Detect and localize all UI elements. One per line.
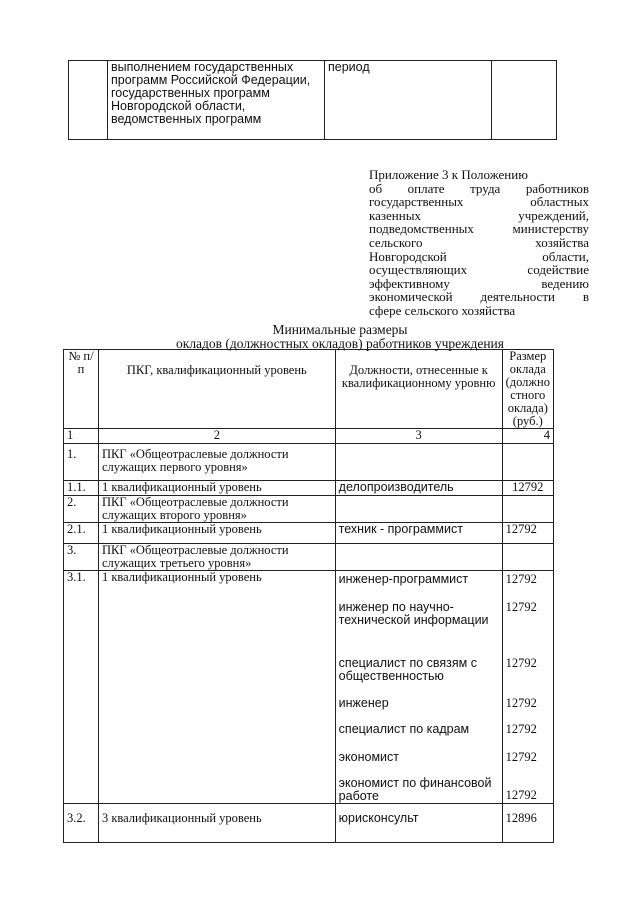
table-row: [64, 804, 554, 843]
row-pkg: ПКГ «Общеотраслевые должности служащих первого уровня»: [98, 444, 335, 481]
position-item: инженер-программист: [338, 572, 469, 586]
row-number: 1.1.: [64, 481, 99, 496]
row-pkg: 3 квалификационный уровень: [98, 804, 335, 843]
row-salary: [502, 544, 553, 571]
title-line-1: Минимальные размеры: [272, 322, 408, 337]
table-row: [64, 444, 554, 481]
continued-cell-4: [492, 61, 557, 140]
position-item: экономист: [338, 750, 400, 764]
appendix-line: Приложение 3 к Положению: [369, 167, 528, 182]
row-number: 2.1.: [64, 523, 99, 544]
row-position: юрисконсульт: [335, 804, 502, 843]
row-position: техник - программист: [335, 523, 502, 544]
page-title: [100, 323, 580, 351]
position-item: инженер: [338, 696, 389, 710]
row-positions: [335, 444, 502, 481]
row-number: 2.: [64, 496, 99, 523]
appendix-line: осуществляющих содействие: [369, 262, 589, 278]
column-numbers-row: [64, 429, 554, 444]
row-salary: [502, 444, 553, 481]
position-item: специалист по кадрам: [338, 722, 470, 736]
appendix-line: сельского хозяйства: [369, 234, 589, 250]
row-positions: [335, 544, 502, 571]
row-pkg: 1 квалификационный уровень: [98, 481, 335, 496]
header-pkg: ПКГ, квалификационный уровень: [98, 350, 335, 429]
header-salary: Размер оклада (должно стного оклада) (руб.): [502, 350, 553, 429]
row-number: 1.: [64, 444, 99, 481]
table-row: [64, 523, 554, 544]
row-salary: 12792: [502, 481, 553, 496]
table-header-row: [64, 350, 554, 429]
row-salary: 12792: [502, 523, 553, 544]
salary-item: 12792: [505, 656, 537, 670]
row-number: 3.: [64, 544, 99, 571]
row-pkg: ПКГ «Общеотраслевые должности служащих третьего уровня»: [98, 544, 335, 571]
row-salary: [502, 496, 553, 523]
salary-table: [63, 349, 554, 843]
column-number: 3: [335, 429, 502, 444]
appendix-line: сфере сельского хозяйства: [369, 302, 516, 318]
row-salaries: [502, 571, 553, 804]
row-positions: [335, 496, 502, 523]
continued-cell-3: период: [325, 61, 492, 140]
appendix-line: государственных областных: [369, 194, 589, 210]
appendix-line: экономической деятельности в: [369, 289, 589, 305]
table-row: [64, 496, 554, 523]
continued-table: [68, 60, 557, 140]
continued-cell-2: выполнением государственных программ Российской Федерации, государственных программ Новгородской области, ведомственных программ: [108, 61, 325, 140]
column-number: 1: [64, 429, 99, 444]
column-number: 4: [502, 429, 553, 444]
appendix-header: [369, 168, 589, 318]
row-salary: 12896: [502, 804, 553, 843]
title-line-2: окладов (должностных окладов) работников учреждения: [176, 336, 504, 351]
row-pkg: 1 квалификационный уровень: [98, 571, 335, 804]
row-positions: [335, 571, 502, 804]
salary-item: 12792: [505, 696, 537, 710]
salary-item: 12792: [505, 788, 537, 802]
continued-cell-1: [69, 61, 108, 140]
header-positions: Должности, отнесенные к квалификационному уровню: [335, 350, 502, 429]
row-position: делопроизводитель: [335, 481, 502, 496]
salary-item: 12792: [505, 750, 537, 764]
appendix-line: Новгородской области,: [369, 248, 589, 264]
appendix-line: казенных учреждений,: [369, 207, 589, 223]
row-number: 3.1.: [64, 571, 99, 804]
table-row: [64, 544, 554, 571]
table-row: [64, 481, 554, 496]
row-pkg: ПКГ «Общеотраслевые должности служащих второго уровня»: [98, 496, 335, 523]
row-pkg: 1 квалификационный уровень: [98, 523, 335, 544]
salary-item: 12792: [505, 600, 537, 614]
appendix-line: об оплате труда работников: [369, 180, 589, 196]
position-item: экономист по финансовой работе: [338, 776, 492, 803]
salary-item: 12792: [505, 722, 537, 736]
appendix-line: эффективному ведению: [369, 275, 589, 291]
appendix-line: подведомственных министерству: [369, 221, 589, 237]
header-number: № п/п: [64, 350, 99, 429]
salary-item: 12792: [505, 572, 537, 586]
position-item: специалист по связям с общественностью: [338, 656, 477, 683]
row-number: 3.2.: [64, 804, 99, 843]
column-number: 2: [98, 429, 335, 444]
table-row: [64, 571, 554, 804]
position-item: инженер по научно-технической информации: [338, 600, 489, 627]
